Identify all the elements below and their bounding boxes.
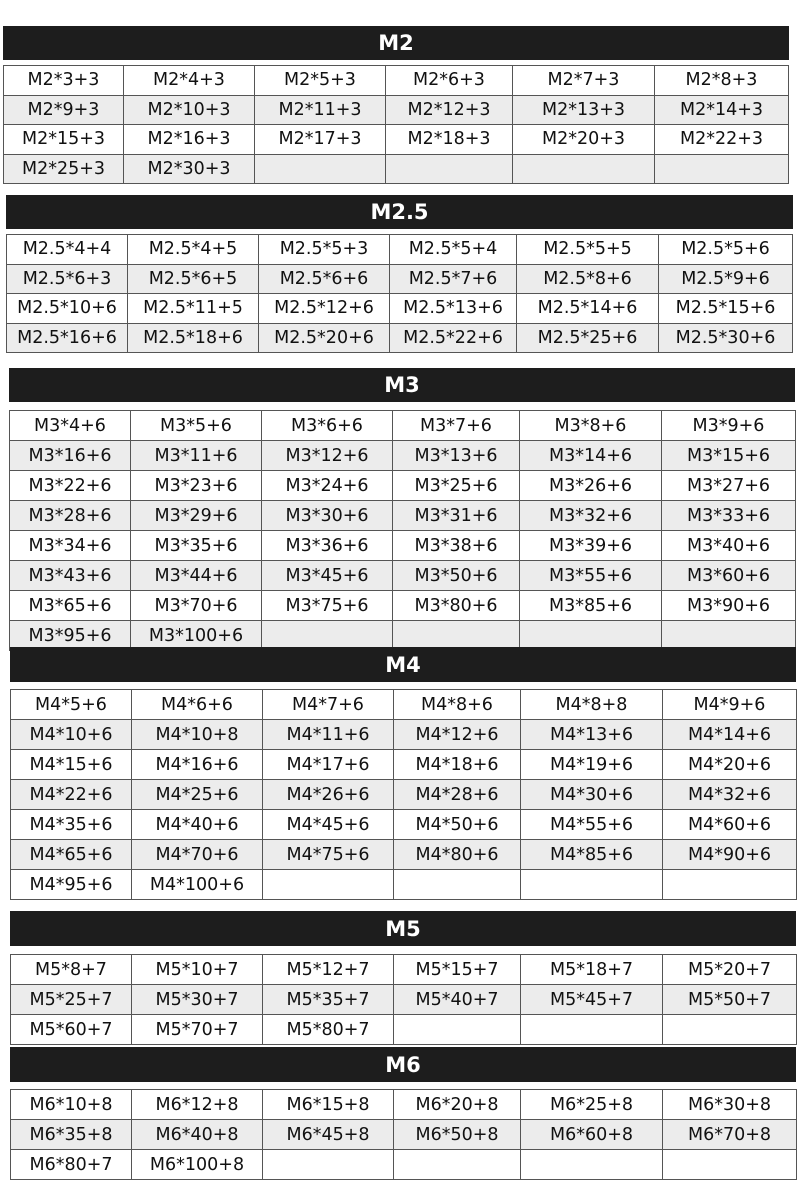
table-row (11, 750, 797, 780)
size-cell: M3*70+6 (131, 591, 262, 621)
size-cell: M2.5*30+6 (659, 323, 793, 353)
size-cell: M2.5*7+6 (390, 264, 517, 294)
size-table (9, 410, 796, 651)
size-cell: M3*55+6 (520, 561, 662, 591)
size-cell: M3*24+6 (262, 471, 393, 501)
size-cell: M5*20+7 (663, 955, 797, 985)
size-cell: M4*75+6 (263, 840, 394, 870)
size-cell: M2.5*14+6 (517, 294, 659, 324)
size-cell: M5*15+7 (394, 955, 521, 985)
size-cell: M5*18+7 (521, 955, 663, 985)
section-title: M3 (9, 368, 795, 402)
size-cell: M5*80+7 (263, 1015, 394, 1045)
size-cell: M2*11+3 (255, 95, 386, 125)
size-cell: M6*30+8 (663, 1090, 797, 1120)
size-cell (513, 154, 655, 184)
size-table (3, 65, 789, 184)
size-cell: M3*44+6 (131, 561, 262, 591)
size-cell: M2.5*6+5 (128, 264, 259, 294)
size-cell: M3*40+6 (662, 531, 796, 561)
size-cell: M4*8+8 (521, 690, 663, 720)
size-cell: M4*15+6 (11, 750, 132, 780)
size-cell: M4*45+6 (263, 810, 394, 840)
size-cell: M2*20+3 (513, 125, 655, 155)
size-cell: M3*26+6 (520, 471, 662, 501)
size-cell: M2.5*16+6 (7, 323, 128, 353)
size-cell: M4*20+6 (663, 750, 797, 780)
size-cell: M3*80+6 (393, 591, 520, 621)
size-cell (663, 1015, 797, 1045)
size-cell: M4*10+6 (11, 720, 132, 750)
size-cell: M2.5*5+6 (659, 235, 793, 265)
size-cell: M4*80+6 (394, 840, 521, 870)
size-cell: M4*30+6 (521, 780, 663, 810)
size-cell: M3*13+6 (393, 441, 520, 471)
size-cell: M3*50+6 (393, 561, 520, 591)
size-cell: M6*35+8 (11, 1120, 132, 1150)
table-row (7, 323, 793, 353)
size-cell: M2*8+3 (655, 66, 789, 96)
table-row (4, 154, 789, 184)
size-cell: M3*29+6 (131, 501, 262, 531)
size-cell (521, 870, 663, 900)
size-cell: M6*40+8 (132, 1120, 263, 1150)
table-row (7, 235, 793, 265)
table-row (11, 1090, 797, 1120)
size-cell: M2.5*11+5 (128, 294, 259, 324)
size-cell: M2*18+3 (386, 125, 513, 155)
size-cell: M2.5*13+6 (390, 294, 517, 324)
size-cell: M5*40+7 (394, 985, 521, 1015)
size-cell (263, 1150, 394, 1180)
size-cell: M3*30+6 (262, 501, 393, 531)
size-cell: M3*16+6 (10, 441, 131, 471)
size-cell: M6*70+8 (663, 1120, 797, 1150)
size-cell: M3*32+6 (520, 501, 662, 531)
size-cell: M2.5*18+6 (128, 323, 259, 353)
size-cell: M3*5+6 (131, 411, 262, 441)
size-cell: M4*7+6 (263, 690, 394, 720)
table-row (10, 441, 796, 471)
size-table (10, 1089, 797, 1180)
size-cell (394, 870, 521, 900)
size-cell: M4*19+6 (521, 750, 663, 780)
size-cell: M3*23+6 (131, 471, 262, 501)
table-row (11, 720, 797, 750)
size-cell: M2.5*6+3 (7, 264, 128, 294)
size-cell: M3*7+6 (393, 411, 520, 441)
section-title: M4 (10, 647, 796, 682)
table-row (10, 501, 796, 531)
size-cell: M6*45+8 (263, 1120, 394, 1150)
size-cell (393, 621, 520, 651)
size-cell: M5*45+7 (521, 985, 663, 1015)
size-cell: M5*50+7 (663, 985, 797, 1015)
size-cell: M2*25+3 (4, 154, 124, 184)
table-row (7, 264, 793, 294)
table-row (11, 1015, 797, 1045)
size-cell: M3*15+6 (662, 441, 796, 471)
table-row (11, 690, 797, 720)
section-title: M5 (10, 911, 796, 946)
section-title: M2 (3, 26, 789, 60)
size-cell: M4*26+6 (263, 780, 394, 810)
size-cell: M6*10+8 (11, 1090, 132, 1120)
size-cell: M5*8+7 (11, 955, 132, 985)
table-row (11, 810, 797, 840)
size-cell: M2*6+3 (386, 66, 513, 96)
size-cell: M2.5*20+6 (259, 323, 390, 353)
table-row (11, 780, 797, 810)
size-cell: M3*12+6 (262, 441, 393, 471)
size-cell: M4*32+6 (663, 780, 797, 810)
size-cell: M2.5*5+4 (390, 235, 517, 265)
size-cell: M2*16+3 (124, 125, 255, 155)
size-cell (663, 870, 797, 900)
size-cell: M2*30+3 (124, 154, 255, 184)
size-cell (521, 1150, 663, 1180)
size-cell (394, 1015, 521, 1045)
size-cell: M4*10+8 (132, 720, 263, 750)
size-cell: M4*40+6 (132, 810, 263, 840)
size-cell: M5*25+7 (11, 985, 132, 1015)
size-table (10, 954, 797, 1045)
size-cell: M4*25+6 (132, 780, 263, 810)
size-cell: M3*6+6 (262, 411, 393, 441)
size-cell: M3*34+6 (10, 531, 131, 561)
size-cell: M4*35+6 (11, 810, 132, 840)
size-cell: M2*12+3 (386, 95, 513, 125)
size-cell: M4*17+6 (263, 750, 394, 780)
size-cell: M3*60+6 (662, 561, 796, 591)
table-row (11, 1120, 797, 1150)
size-table (6, 234, 793, 353)
size-cell: M3*43+6 (10, 561, 131, 591)
size-cell: M3*45+6 (262, 561, 393, 591)
size-cell: M4*100+6 (132, 870, 263, 900)
size-cell (386, 154, 513, 184)
table-row (4, 66, 789, 96)
size-cell: M2*14+3 (655, 95, 789, 125)
size-cell: M3*27+6 (662, 471, 796, 501)
size-cell: M2.5*5+3 (259, 235, 390, 265)
size-cell: M5*12+7 (263, 955, 394, 985)
size-cell: M5*10+7 (132, 955, 263, 985)
table-row (4, 125, 789, 155)
size-cell: M3*90+6 (662, 591, 796, 621)
size-cell (255, 154, 386, 184)
table-row (7, 294, 793, 324)
size-cell: M6*12+8 (132, 1090, 263, 1120)
size-cell: M3*25+6 (393, 471, 520, 501)
table-row (10, 411, 796, 441)
size-cell: M2*17+3 (255, 125, 386, 155)
table-row (10, 591, 796, 621)
size-cell: M2*15+3 (4, 125, 124, 155)
size-cell: M5*35+7 (263, 985, 394, 1015)
size-cell: M2*3+3 (4, 66, 124, 96)
size-cell: M4*28+6 (394, 780, 521, 810)
table-row (4, 95, 789, 125)
size-cell: M2.5*25+6 (517, 323, 659, 353)
size-cell: M3*4+6 (10, 411, 131, 441)
size-cell: M3*75+6 (262, 591, 393, 621)
table-row (10, 621, 796, 651)
size-cell: M3*14+6 (520, 441, 662, 471)
size-cell: M2*7+3 (513, 66, 655, 96)
size-cell (655, 154, 789, 184)
size-cell: M3*35+6 (131, 531, 262, 561)
size-cell: M4*60+6 (663, 810, 797, 840)
size-cell: M2*13+3 (513, 95, 655, 125)
size-cell: M4*70+6 (132, 840, 263, 870)
size-cell: M4*6+6 (132, 690, 263, 720)
size-cell: M4*55+6 (521, 810, 663, 840)
size-cell: M4*85+6 (521, 840, 663, 870)
size-cell: M3*39+6 (520, 531, 662, 561)
size-cell: M2.5*4+4 (7, 235, 128, 265)
table-row (11, 955, 797, 985)
size-cell: M6*100+8 (132, 1150, 263, 1180)
table-row (10, 561, 796, 591)
size-cell: M2.5*10+6 (7, 294, 128, 324)
table-row (11, 870, 797, 900)
size-cell: M4*13+6 (521, 720, 663, 750)
size-cell: M2.5*5+5 (517, 235, 659, 265)
size-cell: M4*50+6 (394, 810, 521, 840)
size-cell: M6*20+8 (394, 1090, 521, 1120)
size-cell: M5*60+7 (11, 1015, 132, 1045)
size-cell: M3*85+6 (520, 591, 662, 621)
size-cell: M3*65+6 (10, 591, 131, 621)
size-cell: M4*90+6 (663, 840, 797, 870)
size-cell: M2*9+3 (4, 95, 124, 125)
size-cell (263, 870, 394, 900)
size-cell: M3*38+6 (393, 531, 520, 561)
size-cell: M6*25+8 (521, 1090, 663, 1120)
size-cell: M3*28+6 (10, 501, 131, 531)
section-title: M2.5 (6, 195, 793, 229)
size-cell: M4*11+6 (263, 720, 394, 750)
size-cell: M6*50+8 (394, 1120, 521, 1150)
size-cell: M4*65+6 (11, 840, 132, 870)
size-cell: M2*10+3 (124, 95, 255, 125)
size-cell: M4*18+6 (394, 750, 521, 780)
size-cell: M4*22+6 (11, 780, 132, 810)
size-cell (521, 1015, 663, 1045)
size-cell: M2*22+3 (655, 125, 789, 155)
size-cell: M3*95+6 (10, 621, 131, 651)
size-cell: M3*22+6 (10, 471, 131, 501)
size-cell: M6*80+7 (11, 1150, 132, 1180)
size-cell: M3*33+6 (662, 501, 796, 531)
size-cell: M3*8+6 (520, 411, 662, 441)
size-cell (262, 621, 393, 651)
size-cell: M6*60+8 (521, 1120, 663, 1150)
table-row (10, 531, 796, 561)
size-cell (394, 1150, 521, 1180)
size-cell: M2.5*22+6 (390, 323, 517, 353)
size-cell: M4*9+6 (663, 690, 797, 720)
size-cell: M3*9+6 (662, 411, 796, 441)
size-cell: M2.5*8+6 (517, 264, 659, 294)
size-table (10, 689, 797, 900)
size-cell: M2.5*9+6 (659, 264, 793, 294)
size-cell: M6*15+8 (263, 1090, 394, 1120)
size-cell: M2.5*6+6 (259, 264, 390, 294)
size-cell: M4*8+6 (394, 690, 521, 720)
size-cell: M5*30+7 (132, 985, 263, 1015)
size-cell: M4*12+6 (394, 720, 521, 750)
size-cell: M5*70+7 (132, 1015, 263, 1045)
size-cell: M2.5*4+5 (128, 235, 259, 265)
size-cell (662, 621, 796, 651)
table-row (11, 1150, 797, 1180)
size-cell: M3*11+6 (131, 441, 262, 471)
table-row (10, 471, 796, 501)
size-cell: M4*5+6 (11, 690, 132, 720)
section-title: M6 (10, 1047, 796, 1082)
table-row (11, 985, 797, 1015)
size-cell (520, 621, 662, 651)
size-cell: M2.5*12+6 (259, 294, 390, 324)
size-cell: M3*100+6 (131, 621, 262, 651)
size-cell: M3*36+6 (262, 531, 393, 561)
size-cell: M4*14+6 (663, 720, 797, 750)
size-cell: M2*4+3 (124, 66, 255, 96)
size-cell: M4*16+6 (132, 750, 263, 780)
size-cell: M2.5*15+6 (659, 294, 793, 324)
size-cell: M3*31+6 (393, 501, 520, 531)
table-row (11, 840, 797, 870)
size-cell: M4*95+6 (11, 870, 132, 900)
size-cell (663, 1150, 797, 1180)
size-cell: M2*5+3 (255, 66, 386, 96)
